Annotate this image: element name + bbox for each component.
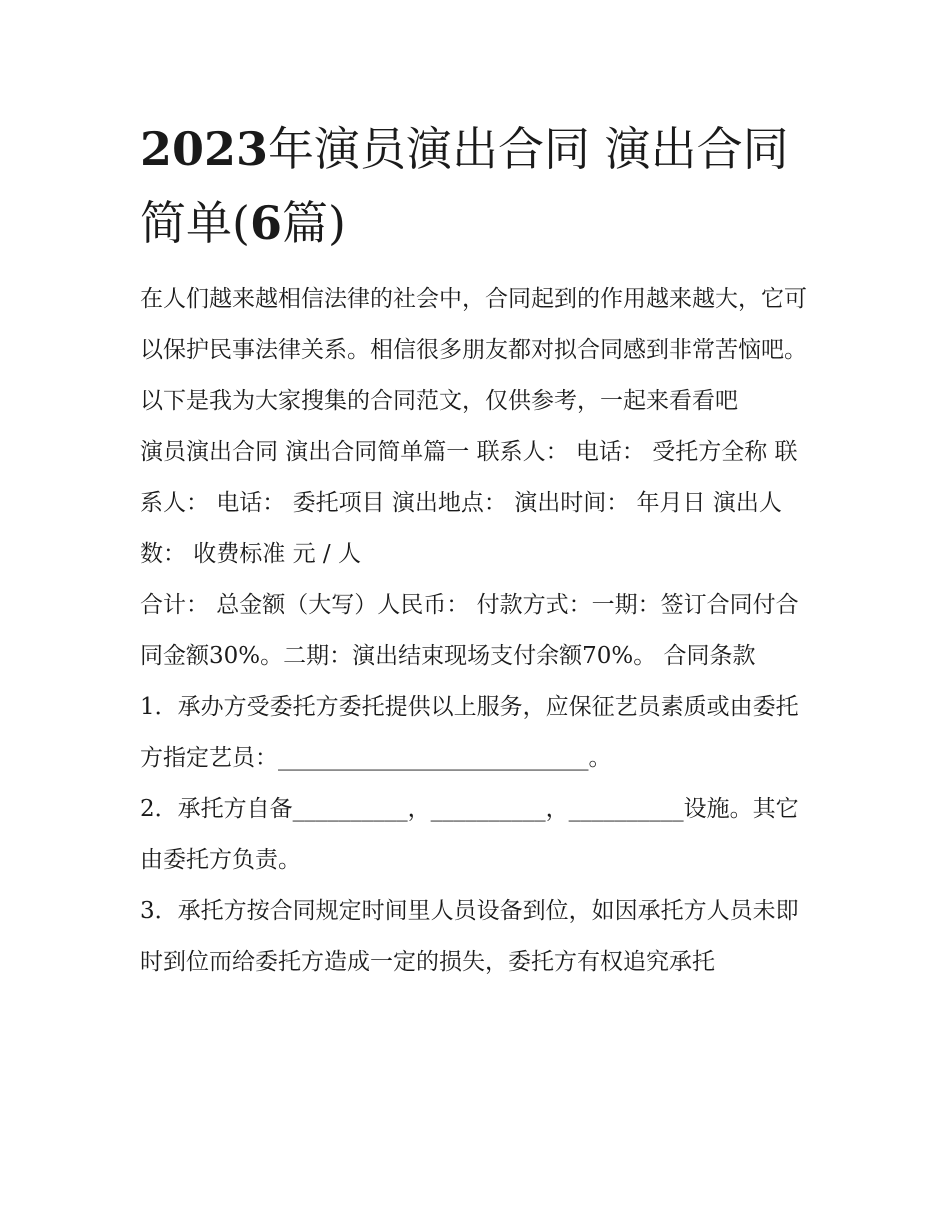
intro-paragraph: 在人们越来越相信法律的社会中，合同起到的作用越来越大，它可以保护民事法律关系。相信很多朋友都对拟合同感到非常苦恼吧。以下是我为大家搜集的合同范文，仅供参考，一起来看看吧 <box>140 286 807 414</box>
title-text: 年演员演出合同 演出合同简单( <box>140 122 789 250</box>
document-title <box>140 112 820 260</box>
title-year: 2023 <box>140 122 269 176</box>
document-body <box>140 112 820 988</box>
clause-1-paragraph: 1．承办方受委托方委托提供以上服务，应保征艺员素质或由委托方指定艺员：___________________________。 <box>140 694 799 771</box>
payment-paragraph: 合计： 总金额（大写）人民币： 付款方式：一期：签订合同付合同金额30%。二期：演出结束现场支付余额70%。 合同条款 <box>140 592 799 669</box>
title-tail: 篇) <box>281 196 346 250</box>
clause-3-paragraph: 3．承托方按合同规定时间里人员设备到位，如因承托方人员未即时到位而给委托方造成一定的损失，委托方有权追究承托 <box>140 898 799 975</box>
contract-info-paragraph: 演员演出合同 演出合同简单篇一 联系人： 电话： 受托方全称 联系人： 电话： 委托项目 演出地点： 演出时间： 年月日 演出人数： 收费标准 元 / 人 <box>140 439 798 567</box>
clause-2-paragraph: 2．承托方自备__________，__________，__________设施。其它由委托方负责。 <box>140 796 799 873</box>
title-count: 6 <box>249 196 282 250</box>
